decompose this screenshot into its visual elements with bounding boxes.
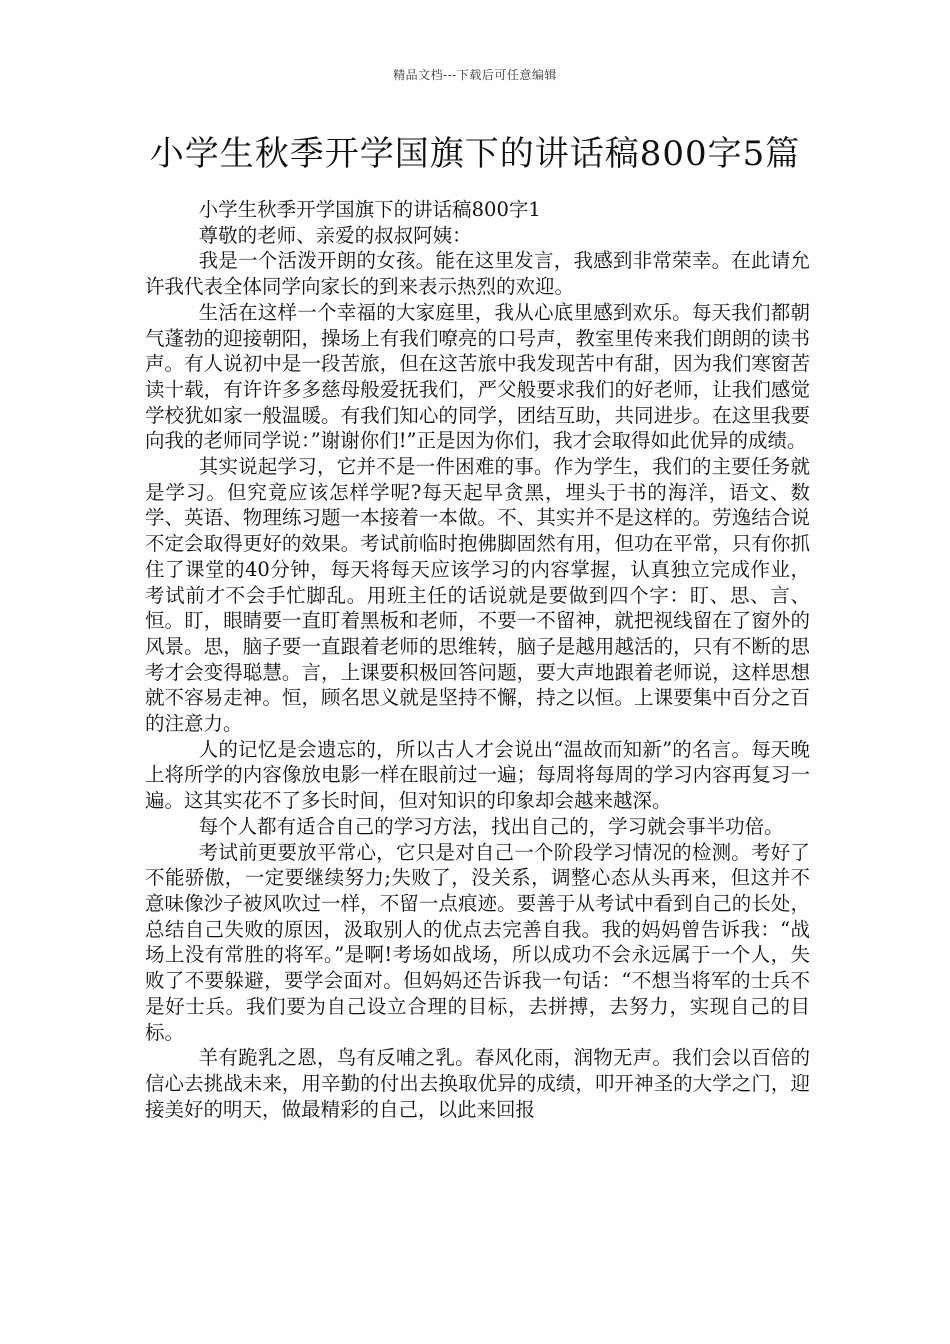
paragraph: 羊有跪乳之恩，鸟有反哺之乳。春风化雨，润物无声。我们会以百倍的信心去挑战未来，用辛勤的付出去换取优异的成绩，叩开神圣的大学之门，迎接美好的明天，做最精彩的自己，以此来回报 <box>145 1046 810 1121</box>
paragraph: 我是一个活泼开朗的女孩。能在这里发言，我感到非常荣幸。在此请允许我代表全体同学向家长的到来表示热烈的欢迎。 <box>145 249 810 299</box>
document-body <box>145 197 810 1122</box>
page-header-note: 精品文档---下载后可任意编辑 <box>393 68 557 82</box>
paragraph: 生活在这样一个幸福的大家庭里，我从心底里感到欢乐。每天我们都朝气蓬勃的迎接朝阳，操场上有我们嘹亮的口号声，教室里传来我们朗朗的读书声。有人说初中是一段苦旅，但在这苦旅中我发现苦中有甜，因为我们寒窗苦读十载，有许许多多慈母般爱抚我们，严父般要求我们的好老师，让我们感觉学校犹如家一般温暖。有我们知心的同学，团结互助，共同进步。在这里我要向我的老师同学说：”谢谢你们!”正是因为你们，我才会取得如此优异的成绩。 <box>145 300 810 453</box>
paragraph: 每个人都有适合自己的学习方法，找出自己的，学习就会事半功倍。 <box>198 814 784 838</box>
paragraph: 考试前更要放平常心，它只是对自己一个阶段学习情况的检测。考好了不能骄傲，一定要继续努力;失败了，没关系，调整心态从头再来，但这并不意味像沙子被风吹过一样，不留一点痕迹。要善于从考试中看到自己的长处，总结自己失败的原因，汲取别人的优点去完善自我。我的妈妈曾告诉我：“战场上没有常胜的将军。”是啊!考场如战场，所以成功不会永远属于一个人，失败了不要躲避，要学会面对。但妈妈还告诉我一句话：“不想当将军的士兵不是好士兵。我们要为自己设立合理的目标，去拼搏，去努力，实现自己的目标。 <box>145 840 810 1044</box>
document-title: 小学生秋季开学国旗下的讲话稿800字5篇 <box>149 134 801 174</box>
paragraph: 人的记忆是会遗忘的，所以古人才会说出“温故而知新”的名言。每天晚上将所学的内容像放电影一样在眼前过一遍；每周将每周的学习内容再复习一遍。这其实花不了多长时间，但对知识的印象却会越来越深。 <box>145 737 810 813</box>
paragraph-subtitle: 小学生秋季开学国旗下的讲话稿800字1 <box>198 198 541 221</box>
paragraph-salutation: 尊敬的老师、亲爱的叔叔阿姨： <box>198 223 472 247</box>
paragraph: 其实说起学习，它并不是一件困难的事。作为学生，我们的主要任务就是学习。但究竟应该怎样学呢?每天起早贪黑，埋头于书的海洋，语文、数学、英语、物理练习题一本接着一本做。不、其实并不是这样的。劳逸结合说不定会取得更好的效果。考试前临时抱佛脚固然有用，但功在平常，只有你抓住了课堂的40分钟，每天将每天应该学习的内容掌握，认真独立完成作业，考试前才不会手忙脚乱。用班主任的话说就是要做到四个字：盯、思、言、恒。盯，眼睛要一直盯着黑板和老师，不要一不留神，就把视线留在了窗外的风景。思，脑子要一直跟着老师的思维转，脑子是越用越活的，只有不断的思考才会变得聪慧。言，上课要积极回答问题，要大声地跟着老师说，这样思想就不容易走神。恒，顾名思义就是坚持不懈，持之以恒。上课要集中百分之百的注意力。 <box>145 455 810 736</box>
